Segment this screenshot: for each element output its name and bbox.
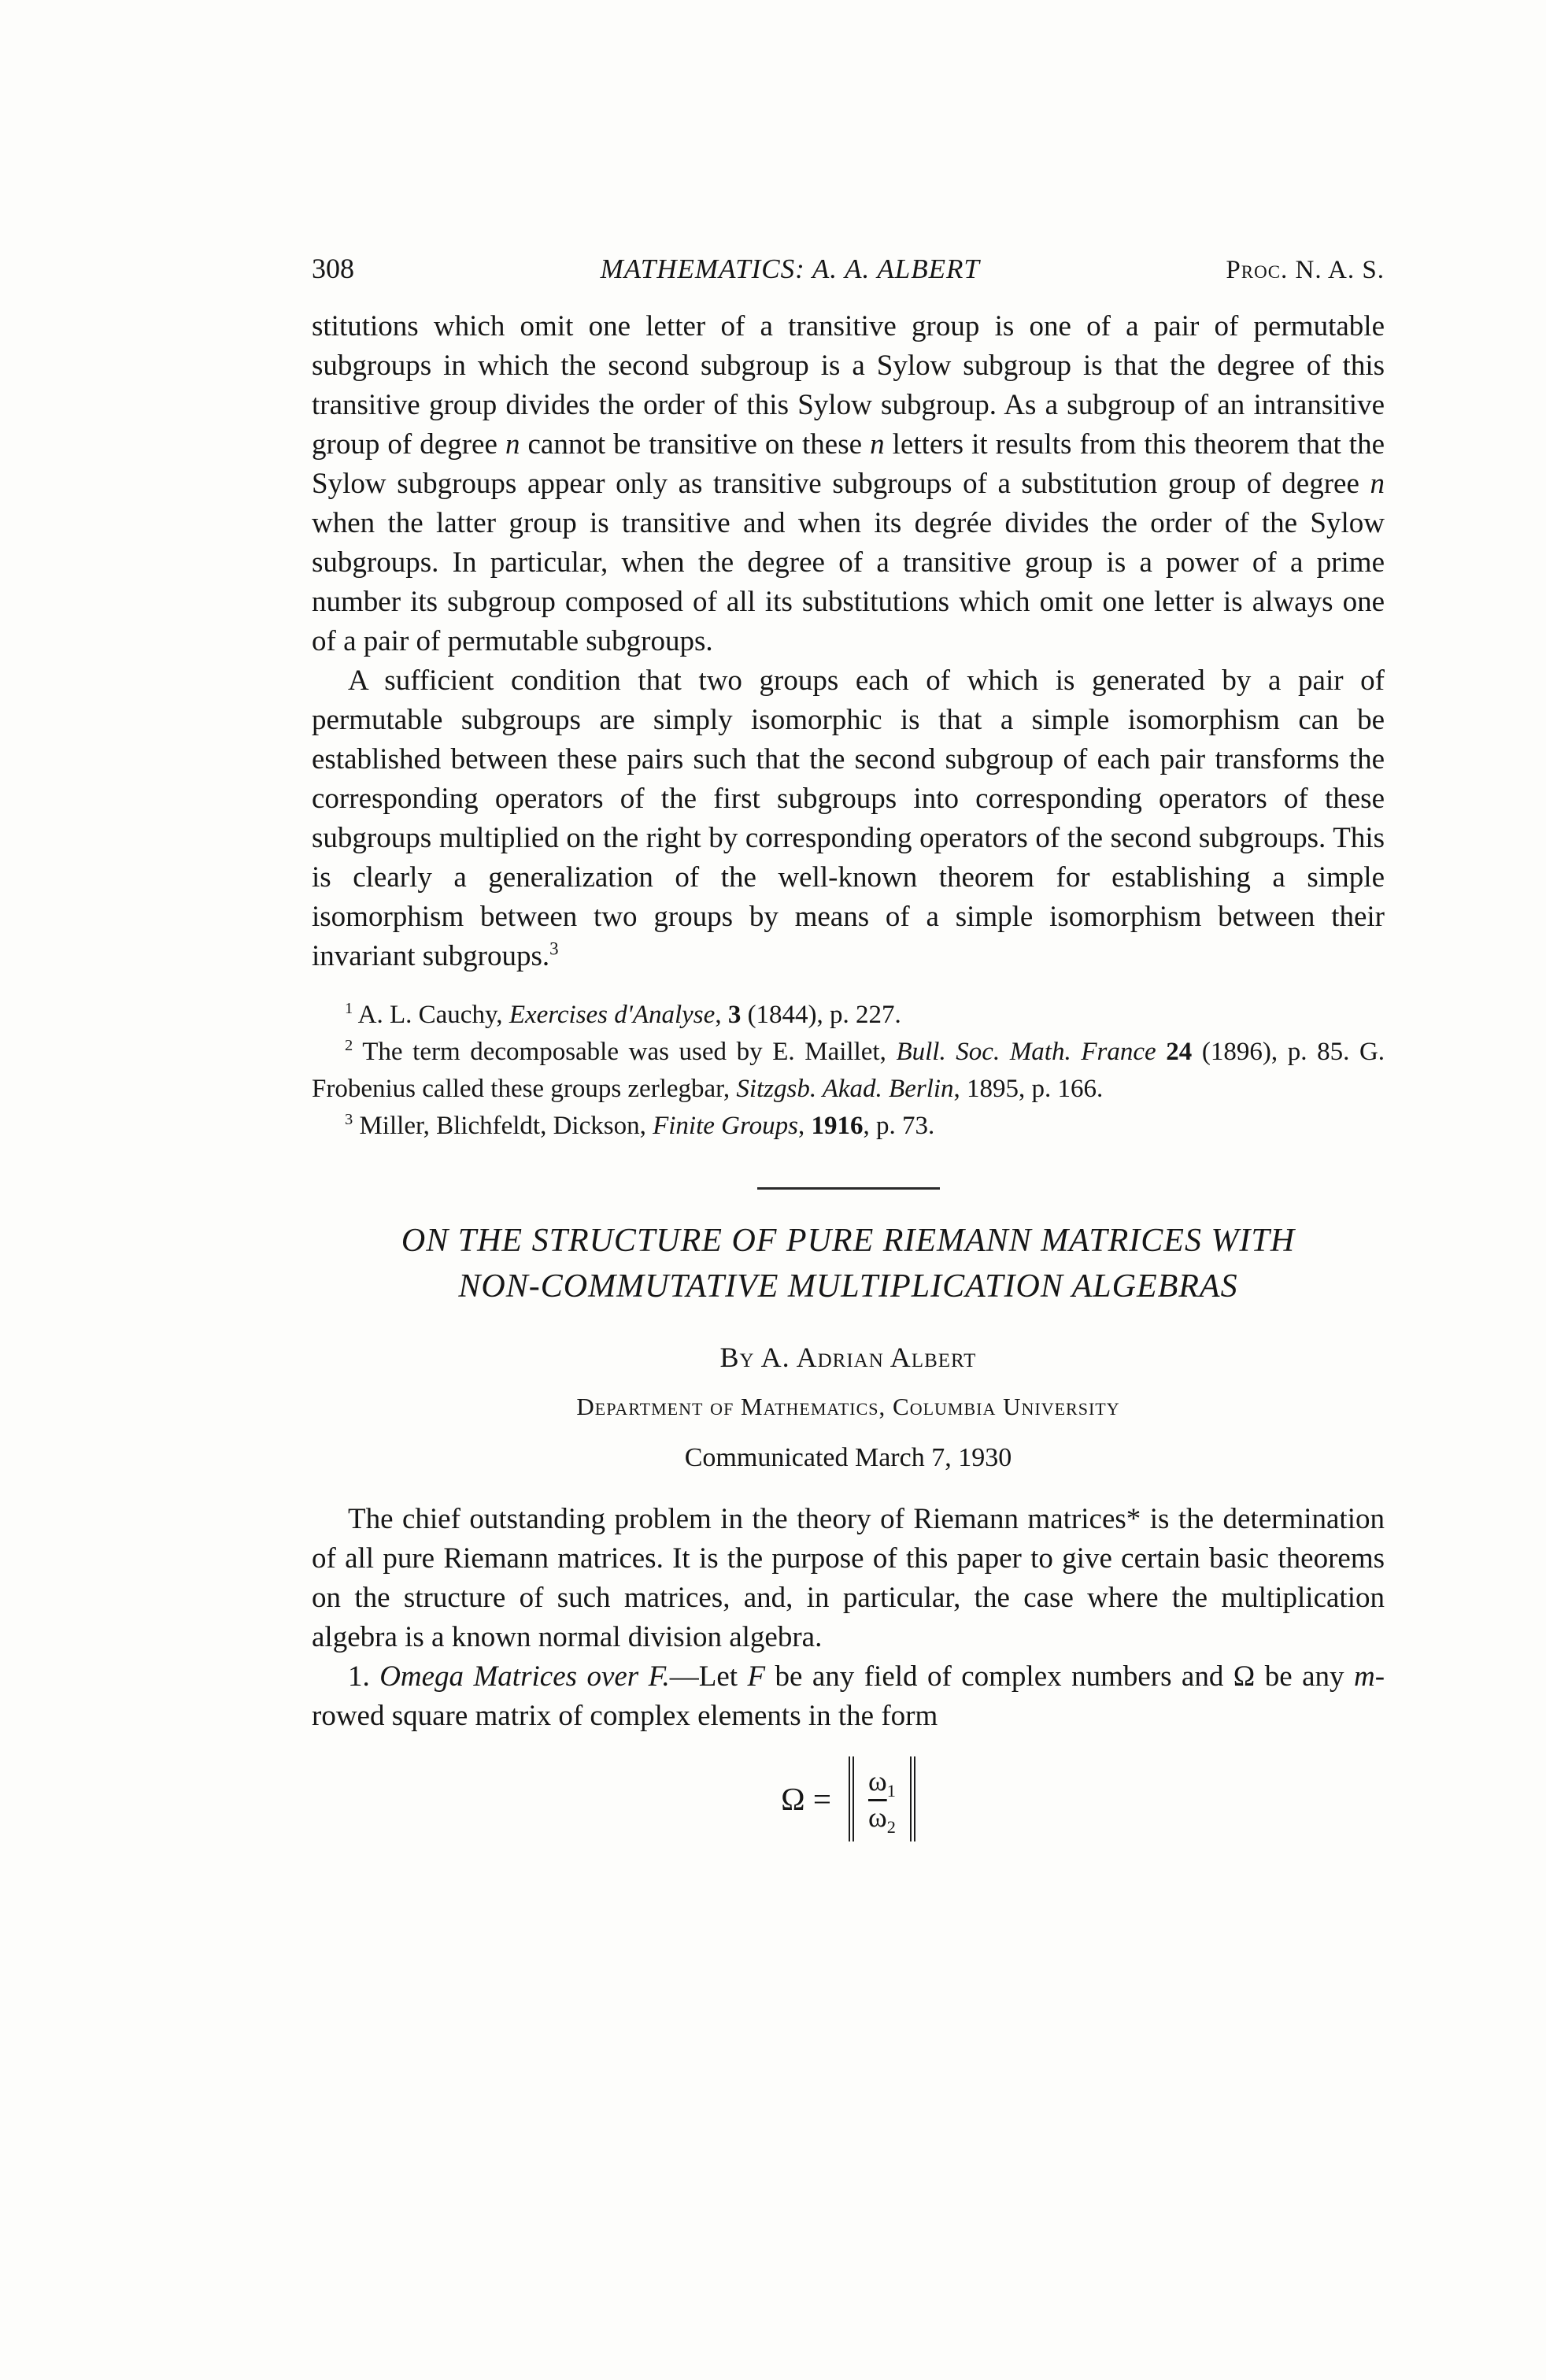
text-run: n bbox=[1370, 468, 1385, 500]
text-run: 3 bbox=[549, 938, 559, 959]
matrix-row-1 bbox=[868, 1763, 896, 1799]
page-number: 308 bbox=[312, 253, 354, 284]
text-run: (1896), p. 85. G. Frobenius called these groups zerlegbar, bbox=[312, 1038, 1385, 1103]
text-run: , bbox=[797, 1112, 812, 1140]
text-run: 1. bbox=[348, 1660, 380, 1693]
article-title bbox=[312, 1218, 1385, 1309]
text-run: 2 bbox=[345, 1037, 353, 1054]
article-title-line-2: NON-COMMUTATIVE MULTIPLICATION ALGEBRAS bbox=[458, 1268, 1238, 1305]
text-run: cannot be transitive on these bbox=[520, 428, 871, 461]
text-run: 3 bbox=[345, 1111, 353, 1128]
text-run: The chief outstanding problem in the theory of Riemann matrices* is the determination of all pure Riemann matrices. It is the purpose of this paper to give certain basic theorems on the structure of such matrices, and, in particular, the case where the multiplication algebra is a known normal division algebra. bbox=[312, 1503, 1385, 1653]
matrix-row-2 bbox=[867, 1799, 896, 1838]
text-run: 1916 bbox=[811, 1112, 864, 1140]
author-byline: By A. Adrian Albert bbox=[719, 1342, 977, 1373]
communicated-date: Communicated March 7, 1930 bbox=[684, 1443, 1012, 1472]
text-run: Sitzgsb. Akad. Berlin bbox=[736, 1075, 954, 1103]
matrix-double-bars bbox=[849, 1756, 915, 1841]
journal-name: Proc. N. A. S. bbox=[1226, 256, 1385, 284]
text-run: when the latter group is transitive and when its degrée divides the order of the Sylow subgroups. In particular, when the degree of a transitive group is a power of a prime number its subgroup composed of all its substitutions which omit one letter is always one of a pair of permutable subgroups. bbox=[312, 507, 1385, 657]
matrix-row-1-subscript: 1 bbox=[886, 1781, 896, 1801]
text-run: —Let bbox=[669, 1660, 748, 1693]
paragraph bbox=[312, 661, 1385, 976]
matrix-row-2-symbol-overline: $\overline{\omega}$ bbox=[867, 1801, 887, 1833]
section-1-paragraph bbox=[312, 1657, 1385, 1736]
intro-paragraph bbox=[312, 1500, 1385, 1657]
text-run: Exercises d'Analyse bbox=[509, 1001, 716, 1029]
text-run: , bbox=[715, 1001, 728, 1029]
text-run: Bull. Soc. Math. France bbox=[896, 1038, 1156, 1066]
page-header bbox=[312, 252, 1385, 285]
text-run: , 1895, p. 166. bbox=[953, 1075, 1104, 1103]
text-run: -rowed square matrix of complex elements in the form bbox=[312, 1660, 1385, 1732]
equation-lhs: Ω = bbox=[781, 1781, 831, 1817]
text-run: 24 bbox=[1166, 1038, 1193, 1066]
text-run: letters it results from this theorem that the Sylow subgroups appear only as transitive subgroups of a substitution group of degree bbox=[312, 428, 1385, 500]
text-run: Miller, Blichfeldt, Dickson, bbox=[353, 1112, 653, 1140]
article-title-line-1: ON THE STRUCTURE OF PURE RIEMANN MATRICES WITH bbox=[401, 1223, 1296, 1259]
running-title: MATHEMATICS: A. A. ALBERT bbox=[600, 254, 980, 284]
footnotes-block bbox=[312, 997, 1385, 1145]
footnote-1 bbox=[312, 997, 1385, 1034]
matrix-row-2-subscript: 2 bbox=[886, 1817, 896, 1838]
text-run: The term decomposable was used by E. Maillet, bbox=[353, 1038, 897, 1066]
text-run: A. L. Cauchy, bbox=[353, 1001, 509, 1029]
text-run: Omega Matrices over F. bbox=[379, 1660, 670, 1693]
author-affiliation: Department of Mathematics, Columbia University bbox=[576, 1393, 1120, 1420]
text-run: n bbox=[505, 428, 520, 461]
text-run: 1 bbox=[345, 1000, 353, 1017]
text-run: , p. 73. bbox=[863, 1112, 935, 1140]
text-run: m bbox=[1353, 1660, 1375, 1693]
text-run: F bbox=[747, 1660, 766, 1693]
text-run: n bbox=[870, 428, 885, 461]
omega-matrix-equation bbox=[312, 1756, 1385, 1841]
matrix-row-1-symbol: ω bbox=[867, 1765, 887, 1797]
text-run: stitutions which omit one letter of a transitive group is one of a pair of permutable subgroups in which the second subgroup is a Sylow subgroup is that the degree of this transitive group divides the order of this Sylow subgroup. As a subgroup of an intransitive group of degree bbox=[312, 310, 1385, 461]
text-run: (1844), p. 227. bbox=[741, 1001, 901, 1029]
footnote-2 bbox=[312, 1034, 1385, 1108]
section-divider-rule bbox=[757, 1187, 940, 1190]
text-run: 3 bbox=[727, 1001, 742, 1029]
footnote-3 bbox=[312, 1108, 1385, 1145]
paragraph-continuation bbox=[312, 307, 1385, 661]
text-column bbox=[312, 0, 1385, 1841]
text-run: be any field of complex numbers and Ω be any bbox=[765, 1660, 1354, 1693]
text-run bbox=[1156, 1038, 1167, 1066]
text-run: Finite Groups bbox=[653, 1112, 798, 1140]
text-run: A sufficient condition that two groups each of which is generated by a pair of permutable subgroups are simply isomorphic is that a simple isomorphism can be established between these pairs such that the second subgroup of each pair transforms the corresponding operators of the first subgroups into corresponding operators of these subgroups multiplied on the right by corresponding operators of the second subgroups. This is clearly a generalization of the well-known theorem for establishing a simple isomorphism between two groups by means of a simple isomorphism between their invariant subgroups. bbox=[312, 664, 1385, 972]
